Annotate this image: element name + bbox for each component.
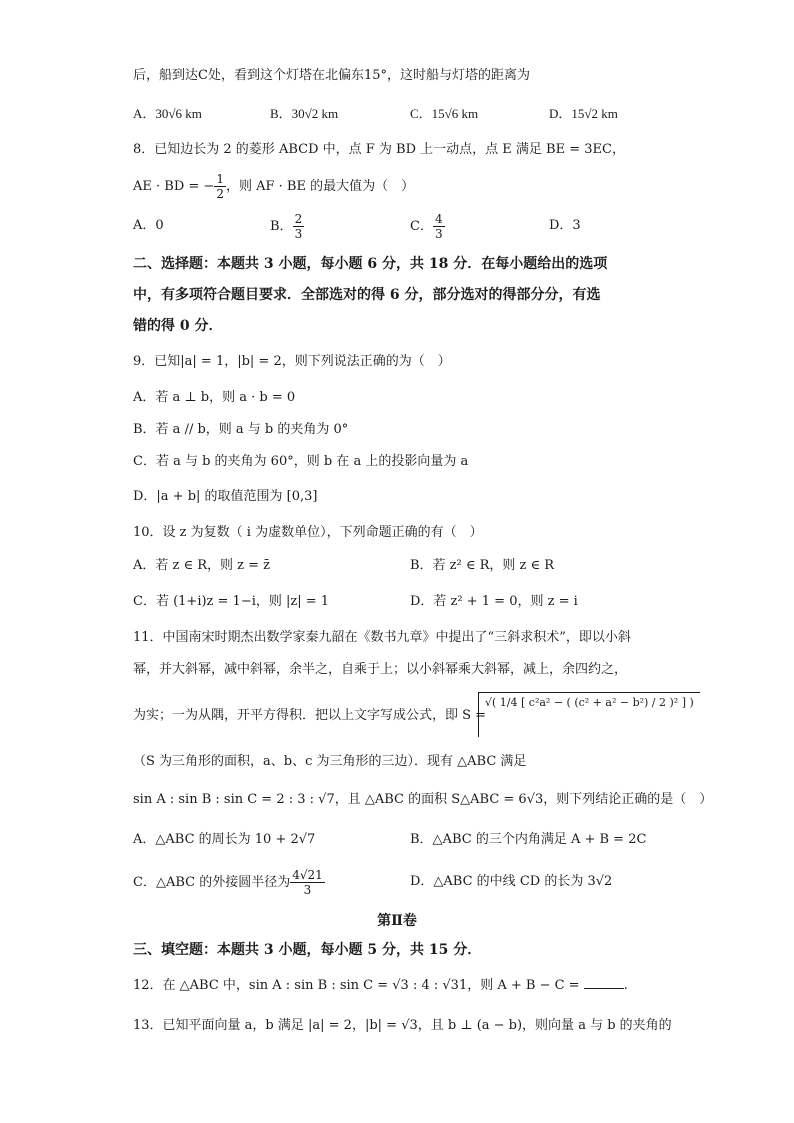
q11-option-c-den: 3 xyxy=(303,883,312,897)
q7-option-a: A．30√6 km xyxy=(133,106,202,121)
q10-option-a: A．若 z ∈ R，则 z = z̄ xyxy=(133,558,271,573)
q13: 13．已知平面向量 a，b 满足 |a| = 2，|b| = √3，且 b ⊥ (a − b)，则向量 a 与 b 的夹角的 xyxy=(133,1018,672,1033)
q8-option-c-prefix: C． xyxy=(410,219,433,234)
q11-option-a: A．△ABC 的周长为 10 + 2√7 xyxy=(133,832,316,847)
q8-option-c-num: 4 xyxy=(434,212,443,226)
q11-line4: （S 为三角形的面积，a、b、c 为三角形的三边）．现有 △ABC 满足 xyxy=(133,754,527,769)
q8-option-b-prefix: B． xyxy=(270,219,293,234)
section3-heading: 三、填空题：本题共 3 小题，每小题 5 分，共 15 分． xyxy=(133,942,482,958)
q11-option-c-prefix: C．△ABC 的外接圆半径为 xyxy=(133,875,291,890)
q10-stem: 10．设 z 为复数（ i 为虚数单位），下列命题正确的有（ ） xyxy=(133,525,483,540)
q11-option-c xyxy=(133,868,325,897)
q9-option-c: C．若 a 与 b 的夹角为 60°，则 b 在 a 上的投影向量为 a xyxy=(133,454,469,469)
q10-option-c: C．若 (1+i)z = 1−i，则 |z| = 1 xyxy=(133,594,330,609)
q8-line2 xyxy=(133,172,414,201)
q7-tail: 后，船到达C处，看到这个灯塔在北偏东15°，这时船与灯塔的距离为 xyxy=(133,68,530,83)
section2-line3: 错的得 0 分． xyxy=(133,318,223,334)
q8-option-b-num: 2 xyxy=(294,212,303,226)
q8-line2b: ，则 AF · BE 的最大值为（ ） xyxy=(225,179,415,194)
q9-option-d: D．|a + b| 的取值范围为 [0,3] xyxy=(133,489,318,504)
q10-option-b: B．若 z² ∈ R，则 z ∈ R xyxy=(410,558,555,573)
q12-end: . xyxy=(623,978,628,993)
q8-frac-den: 2 xyxy=(216,187,224,201)
q9-option-a: A．若 a ⊥ b，则 a · b = 0 xyxy=(133,390,296,405)
q11-line3: 为实；一为从隅，开平方得积．把以上文字写成公式，即 S = xyxy=(133,708,487,723)
q7-option-b: B．30√2 km xyxy=(270,106,339,121)
q11-line5: sin A : sin B : sin C = 2 : 3 : √7，且 △ABC 的面积 S△ABC = 6√3，则下列结论正确的是（ ） xyxy=(133,792,713,807)
q12-answer-blank[interactable] xyxy=(584,988,624,989)
q8-option-a: A．0 xyxy=(133,218,164,233)
q8-option-b xyxy=(270,212,304,241)
q7-option-c: C．15√6 km xyxy=(410,106,479,121)
q11-formula: √( 1/4 [ c²a² − ( (c² + a² − b²) / 2 )² ] ) xyxy=(478,692,700,737)
q8-frac-num: 1 xyxy=(216,172,224,186)
q11-option-c-num: 4√21 xyxy=(292,868,323,882)
q10-option-d: D．若 z² + 1 = 0，则 z = i xyxy=(410,594,578,609)
q8-option-c-den: 3 xyxy=(434,227,443,241)
q9-stem: 9．已知|a| = 1，|b| = 2，则下列说法正确的为（ ） xyxy=(133,354,451,369)
q11-option-d: D．△ABC 的中线 CD 的长为 3√2 xyxy=(410,874,613,889)
q8-fraction xyxy=(214,172,226,201)
part2-title: 第Ⅱ卷 xyxy=(377,913,417,929)
q8-option-d: D．3 xyxy=(549,218,581,233)
q12-text: 12．在 △ABC 中，sin A : sin B : sin C = √3 : 4 : √31，则 A + B − C = xyxy=(133,978,580,993)
q7-option-d: D．15√2 km xyxy=(549,106,618,121)
q11-option-b: B．△ABC 的三个内角满足 A + B = 2C xyxy=(410,832,647,847)
q11-line1: 11．中国南宋时期杰出数学家秦九韶在《数书九章》中提出了“三斜求积术”，即以小斜 xyxy=(133,630,631,645)
section2-line2: 中，有多项符合题目要求．全部选对的得 6 分，部分选对的得部分分，有选 xyxy=(133,287,601,303)
q8-option-c xyxy=(410,212,445,241)
q8-option-b-den: 3 xyxy=(294,227,303,241)
q8-line1: 8．已知边长为 2 的菱形 ABCD 中，点 F 为 BD 上一动点，点 E 满足 BE = 3EC， xyxy=(133,142,625,157)
section2-line1: 二、选择题：本题共 3 小题，每小题 6 分，共 18 分．在每小题给出的选项 xyxy=(133,256,608,272)
q12 xyxy=(133,976,628,996)
q11-line2: 幂，并大斜幂，减中斜幂，余半之，自乘于上；以小斜幂乘大斜幂，减上，余四约之， xyxy=(133,662,628,677)
q8-line2a: AE · BD = − xyxy=(133,179,215,194)
q9-option-b: B．若 a // b，则 a 与 b 的夹角为 0° xyxy=(133,422,349,437)
